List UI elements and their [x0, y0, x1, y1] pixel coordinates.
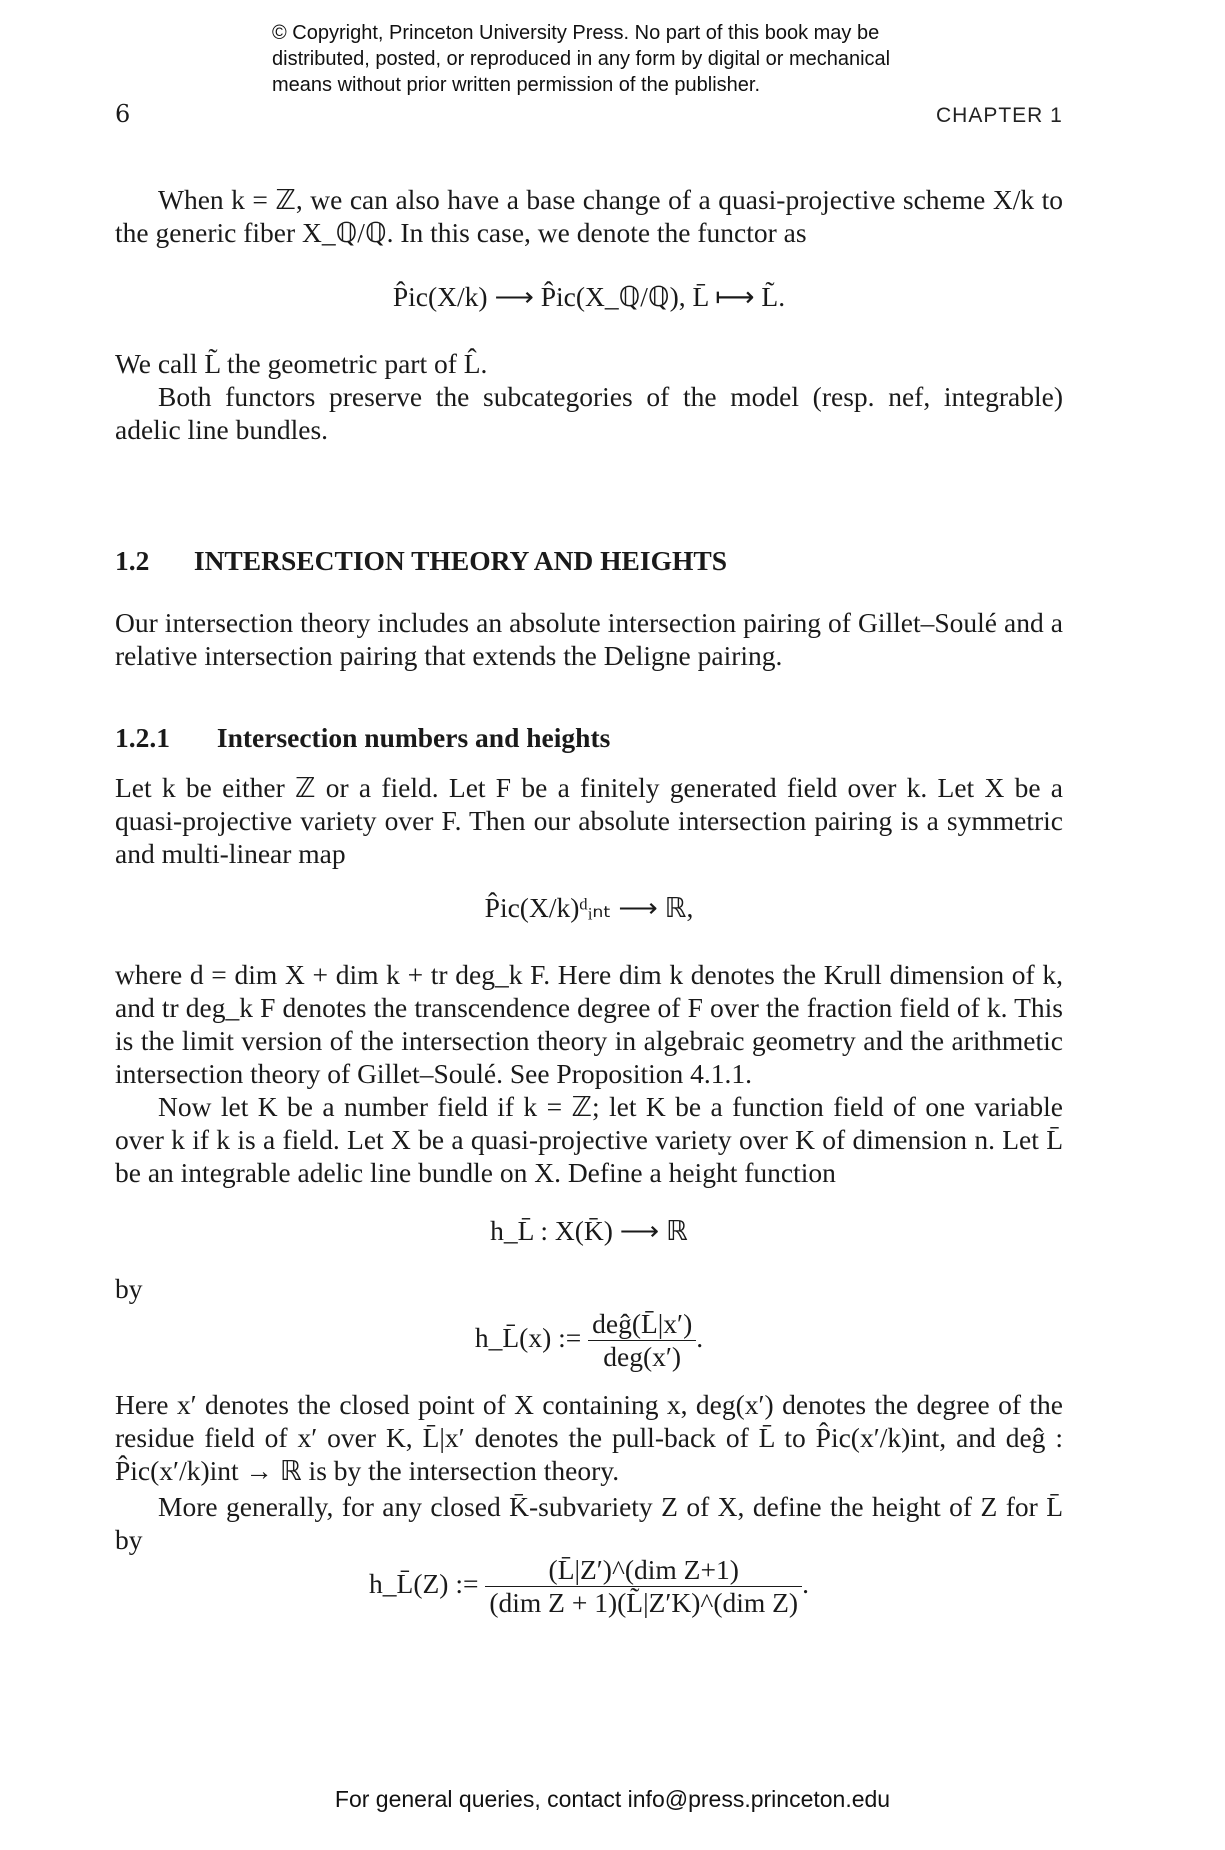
subsection-title: Intersection numbers and heights — [216, 722, 611, 753]
intro-paragraph-1: When k = ℤ, we can also have a base change of a quasi-projective scheme X/k to the generic fiber X_ℚ/ℚ. In this case, we denote the functor as — [115, 184, 1063, 248]
running-head-chapter: CHAPTER 1 — [936, 104, 1063, 127]
section-paragraph-1: Our intersection theory includes an absolute intersection pairing of Gillet–Soulé and a relative intersection pairing that extends the Deligne pairing. — [115, 607, 1063, 671]
subsection-paragraph-4: Here x′ denotes the closed point of X containing x, deg(x′) denotes the degree of the residue field of x′ over K, L̄|x′ denotes the pull-back of L̄ to P̂ic(x′/k)int, and deĝ : P̂ic(x′/k)int → ℝ is by the intersection theory. — [115, 1389, 1063, 1486]
intro-paragraph-2: We call L̃ the geometric part of L̂. — [115, 348, 488, 379]
subvariety-height-lhs: h_L̄(Z) := — [369, 1567, 479, 1599]
height-def-fraction — [588, 1308, 696, 1373]
display-height-definition: h_L̄(x) := $\frac{\text{deĝ(L̄|x′)}}{\text{deg(x′)}}$ . — [474, 1308, 704, 1372]
subsection-number: 1.2.1 — [115, 722, 170, 753]
height-def-lhs: h_L̄(x) := — [474, 1321, 582, 1353]
height-def-denominator: deg(x′) — [603, 1341, 682, 1372]
display-intersection-map: P̂ic(X/k)ᵈᵢₙₜ ⟶ ℝ, — [484, 892, 694, 923]
display-height-function: h_L̄ : X(K̄) ⟶ ℝ — [490, 1215, 688, 1246]
page-number: 6 — [115, 100, 131, 128]
display-subvariety-height: h_L̄(Z) := $\frac{\text{(L̄|Z′)\textasciicircum{}(dim Z+1)}}{\text{(dim Z + 1)(L̃|Z′K)\textasciicircum{}(dim Z)}}$ . — [369, 1554, 809, 1618]
subvariety-height-numerator: (L̄|Z′)^(dim Z+1) — [485, 1554, 802, 1587]
copyright-line-1: © Copyright, Princeton University Press. No part of this book may be — [272, 22, 880, 44]
footer-contact: For general queries, contact info@press.princeton.edu — [334, 1786, 891, 1812]
intro-paragraph-3: Both functors preserve the subcategories of the model (resp. nef, integrable) adelic line bundles. — [115, 381, 1063, 445]
copyright-line-3: means without prior written permission of the publisher. — [272, 74, 761, 96]
subsection-paragraph-3: Now let K be a number field if k = ℤ; let K be a function field of one variable over k if k is a field. Let X be a quasi-projective variety over K of dimension n. Let L̄ be an integrable adelic line bundle on X. Define a height function — [115, 1091, 1063, 1188]
subvariety-height-denominator: (dim Z + 1)(L̃|Z′K)^(dim Z) — [489, 1587, 799, 1618]
intro-display-functor: P̂ic(X/k) ⟶ P̂ic(X_ℚ/ℚ), L̄ ⟼ L̃. — [392, 281, 786, 312]
subsection-heading — [115, 722, 610, 754]
word-by: by — [115, 1273, 143, 1304]
subsection-paragraph-5: More generally, for any closed K̄-subvariety Z of X, define the height of Z for L̄ by — [115, 1491, 1063, 1555]
section-number: 1.2 — [115, 545, 150, 576]
subsection-paragraph-2: where d = dim X + dim k + tr deg_k F. Here dim k denotes the Krull dimension of k, and tr deg_k F denotes the transcendence degree of F over the fraction field of k. This is the limit version of the intersection theory in algebraic geometry and the arithmetic intersection theory of Gillet–Soulé. See Proposition 4.1.1. — [115, 959, 1063, 1089]
section-heading — [115, 545, 727, 577]
copyright-line-2: distributed, posted, or reproduced in any form by digital or mechanical — [272, 48, 891, 70]
section-title: INTERSECTION THEORY AND HEIGHTS — [193, 545, 728, 576]
copyright-notice — [272, 20, 1032, 98]
height-def-numerator: deĝ(L̄|x′) — [588, 1308, 696, 1341]
subvariety-height-fraction — [485, 1554, 802, 1619]
subsection-paragraph-1: Let k be either ℤ or a field. Let F be a finitely generated field over k. Let X be a quasi-projective variety over F. Then our absolute intersection pairing is a symmetric and multi-linear map — [115, 772, 1063, 869]
